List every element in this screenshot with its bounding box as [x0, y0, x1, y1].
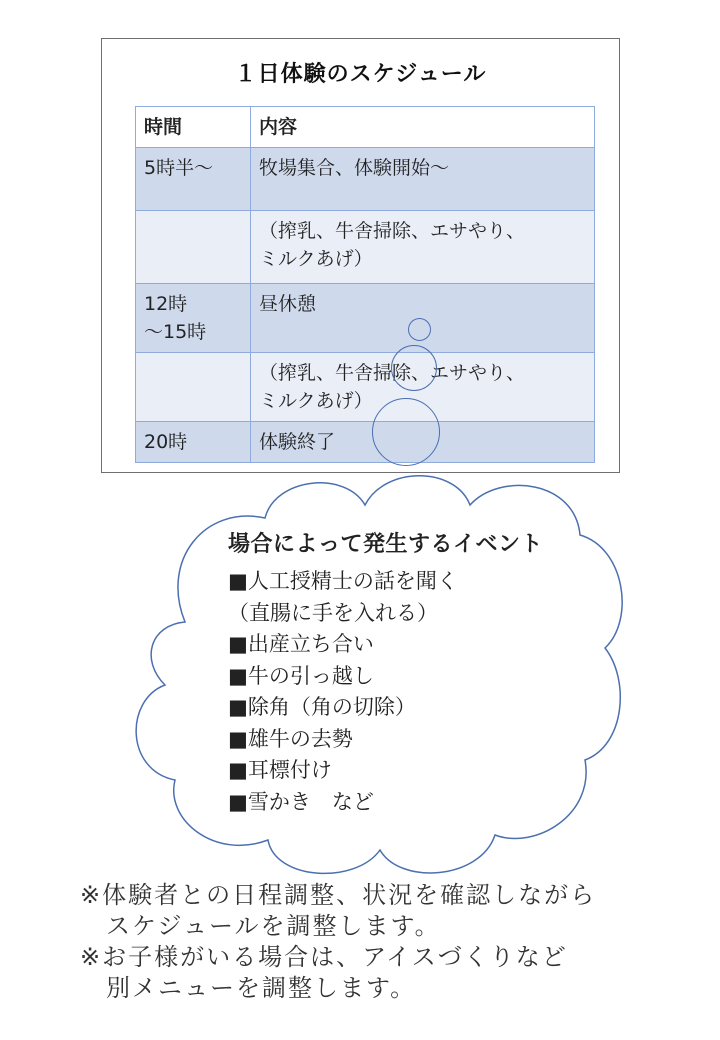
cell-time-line: 12時 [144, 293, 188, 315]
event-item: ■耳標付け [228, 758, 332, 782]
event-item: ■牛の引っ越し [228, 663, 374, 688]
footnote-line: ※お子様がいる場合は、アイスづくりなど [80, 943, 568, 971]
event-item: ■雪かき など [228, 789, 374, 814]
footnote [80, 880, 700, 1004]
event-item: ■人工授精士の話を聞く [228, 569, 458, 593]
footnote-line: ※体験者との日程調整、状況を確認しながら [80, 881, 597, 909]
cell-content-line: ミルクあげ） [259, 248, 373, 270]
cell-content: 体験終了 [251, 422, 595, 463]
cell-content: 昼休憩 [251, 284, 595, 353]
footnote-line: スケジュールを調整します。 [80, 912, 441, 940]
cell-content-line: ミルクあげ） [259, 390, 373, 412]
cell-time-line: ～15時 [144, 321, 207, 343]
schedule-title: １日体験のスケジュール [234, 62, 487, 87]
event-heading: 場合によって発生するイベント [228, 532, 544, 557]
footnote-line: 別メニューを調整します。 [80, 974, 417, 1002]
event-item: ■除角（角の切除） [228, 695, 416, 719]
event-list [228, 527, 608, 818]
event-item: （直腸に手を入れる） [228, 600, 438, 625]
event-item: ■出産立ち合い [228, 632, 374, 656]
cell-time: 20時 [136, 422, 251, 463]
cell-content: 牧場集合、体験開始～ [251, 148, 595, 211]
cell-time: 5時半～ [136, 148, 251, 211]
event-item: ■雄牛の去勢 [228, 726, 353, 751]
header-time: 時間 [136, 107, 251, 148]
cell-content-line: （搾乳、牛舎掃除、エサやり、 [259, 220, 526, 242]
cell-content-line: （搾乳、牛舎掃除、エサやり、 [259, 362, 526, 384]
header-content: 内容 [251, 107, 595, 148]
